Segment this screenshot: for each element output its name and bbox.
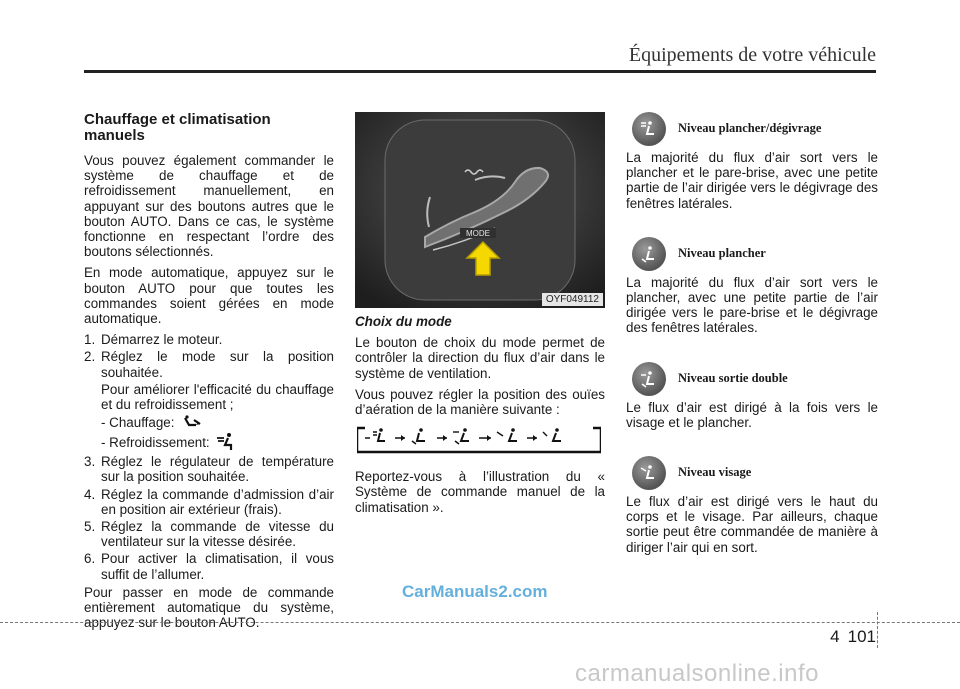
mode-heading <box>626 456 878 490</box>
column-manual-climate <box>84 112 334 636</box>
mode-label: Niveau sortie double <box>678 371 788 386</box>
list-item <box>84 349 334 379</box>
watermark-link[interactable]: CarManuals2.com <box>402 582 548 601</box>
floor-icon <box>632 237 666 271</box>
page-header-title: Équipements de votre véhicule <box>628 44 876 66</box>
list-item <box>84 519 334 549</box>
floor-icon <box>412 428 425 444</box>
column-mode-selection <box>355 314 605 521</box>
watermark-text: carmanualsonline.info <box>575 660 819 687</box>
page-number-separator <box>877 612 878 648</box>
bi-level-icon <box>632 362 666 396</box>
mode-description: La majorité du flux d’air sort vers le plancher et le pare-brise, avec une petite partie de l’air dirigée vers le dégivrage des fenêtres latérales. <box>626 150 878 211</box>
mode-label: Niveau plancher <box>678 246 766 261</box>
list-text: Pour activer la climatisation, il vous suffit de l’allumer. <box>101 551 334 582</box>
heating-row <box>84 414 334 430</box>
list-number: 1. <box>84 332 96 348</box>
heating-label: - Chauffage: <box>101 414 175 430</box>
mode-button-label: MODE <box>466 229 490 238</box>
cooling-row <box>84 432 334 452</box>
list-item <box>84 332 334 347</box>
list-item <box>84 551 334 581</box>
chapter-number: 4 <box>830 627 840 646</box>
list-item <box>84 487 334 517</box>
face-icon <box>216 432 240 452</box>
list-number: 3. <box>84 454 96 470</box>
mode-description: Le flux d’air est dirigé à la fois vers le visage et le plancher. <box>626 399 878 430</box>
floor-icon <box>180 414 204 430</box>
paragraph-reference: Reportez-vous à l’illustration du « Système de commande manuel de la climatisation ». <box>355 469 605 515</box>
face-icon <box>632 456 666 490</box>
column-mode-list <box>626 112 878 561</box>
mode-heading <box>626 362 878 396</box>
step-note: Pour améliorer l'efficacité du chauffage et du refroidissement ; <box>101 381 334 413</box>
list-text: Réglez le régulateur de température sur la position souhaitée. <box>101 454 334 485</box>
mode-sequence-diagram <box>357 424 601 456</box>
floor-defrost-icon <box>543 428 561 441</box>
bi-level-icon <box>453 428 469 444</box>
list-text: Réglez la commande d’admission d’air en position air extérieur (frais). <box>101 486 334 517</box>
mode-button-illustration <box>355 112 605 308</box>
list-text: Réglez la commande de vitesse du ventilateur sur la vitesse désirée. <box>101 519 334 550</box>
list-number: 6. <box>84 551 96 567</box>
footer-rule <box>0 622 960 623</box>
mode-label: Niveau visage <box>678 465 752 480</box>
list-number: 4. <box>84 486 96 502</box>
page-number-value: 101 <box>847 627 876 646</box>
header-rule <box>84 70 876 73</box>
floor-defrost-icon <box>373 428 385 441</box>
floor-defrost-icon <box>632 112 666 146</box>
list-number: 5. <box>84 519 96 535</box>
list-text: Réglez le mode sur la position souhaitée. <box>101 349 334 380</box>
face-icon <box>497 428 517 441</box>
mode-label: Niveau plancher/dégivrage <box>678 121 822 136</box>
mode-description: La majorité du flux d’air sort vers le plancher, avec une petite partie de l’air dirigée vers le pare-brise et le dégivrage des fenêtres latérales. <box>626 274 878 336</box>
page-number <box>830 627 876 647</box>
paragraph-full-auto: Pour passer en mode de commande entièrement automatique du système, appuyez sur le bouton AUTO. <box>84 584 334 631</box>
subsection-heading: Choix du mode <box>355 314 452 329</box>
paragraph-intro: Vous pouvez également commander le système de chauffage et de refroidissement manuellement, en appuyant sur des boutons autres que le bouton AUTO. Dans ce cas, le système fonctionne en respectant l’ordre des boutons sélectionnés. <box>84 153 334 260</box>
paragraph-mode-positions: Vous pouvez régler la position des ouïes d’aération de la manière suivante : <box>355 386 605 418</box>
mode-description: Le flux d’air est dirigé vers le haut du corps et le visage. Par ailleurs, chaque sortie peut être commandée de manière à diriger l’air qui en sort. <box>626 494 878 555</box>
section-heading: Chauffage et climatisation manuels <box>84 111 271 144</box>
paragraph-auto: En mode automatique, appuyez sur le bouton AUTO pour que toutes les commandes soient gérées en mode automatique. <box>84 265 334 327</box>
cooling-label: - Refroidissement: <box>101 434 210 450</box>
mode-heading <box>626 112 878 146</box>
paragraph-mode-intro: Le bouton de choix du mode permet de contrôler la direction du flux d’air dans le système de ventilation. <box>355 335 605 381</box>
list-number: 2. <box>84 349 96 365</box>
mode-heading <box>626 237 878 271</box>
list-item <box>84 454 334 484</box>
list-text: Démarrez le moteur. <box>101 332 223 348</box>
image-caption: OYF049112 <box>542 293 603 306</box>
